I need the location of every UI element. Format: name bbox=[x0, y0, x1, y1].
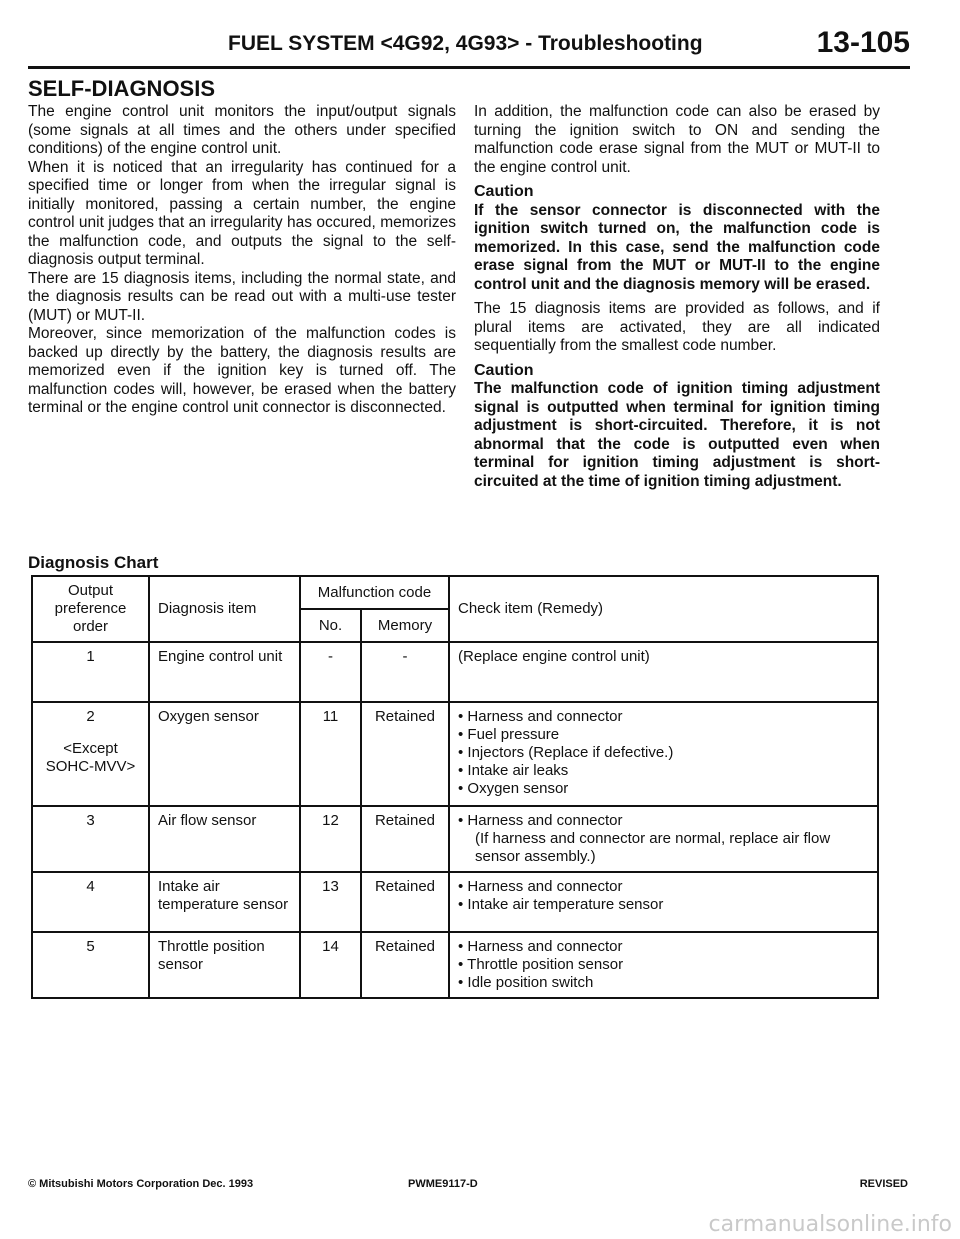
page-number: 13-105 bbox=[816, 26, 910, 59]
diagnosis-table bbox=[31, 575, 879, 999]
check-list bbox=[458, 708, 869, 798]
paragraph-erase: In addition, the malfunction code can also be erased by turning the ignition switch to ON and sending the malfunction code erase signal from the MUT or MUT-II to the engine control unit. bbox=[474, 103, 880, 176]
check-item: • Harness and connector bbox=[458, 878, 869, 896]
check-item: • Injectors (Replace if defective.) bbox=[458, 744, 869, 762]
code-no: 13 bbox=[300, 872, 361, 932]
header-no: No. bbox=[300, 609, 361, 642]
remedy-text: (Replace engine control unit) bbox=[458, 648, 650, 665]
header-check-item: Check item (Remedy) bbox=[449, 576, 878, 642]
left-column bbox=[28, 103, 456, 418]
code-memory: Retained bbox=[361, 702, 449, 806]
check-item: • Harness and connector bbox=[458, 708, 869, 726]
order-note: <Except SOHC-MVV> bbox=[45, 740, 136, 775]
check-cell bbox=[449, 642, 878, 702]
footer-copyright: © Mitsubishi Motors Corporation Dec. 1993 bbox=[28, 1178, 254, 1190]
check-item: • Harness and connector bbox=[458, 812, 869, 830]
table-body bbox=[32, 642, 878, 998]
check-item: • Fuel pressure bbox=[458, 726, 869, 744]
check-note: (If harness and connector are normal, replace air flow sensor assembly.) bbox=[475, 830, 831, 865]
check-item: • Intake air leaks bbox=[458, 762, 869, 780]
code-memory: Retained bbox=[361, 932, 449, 998]
watermark: carmanualsonline.info bbox=[708, 1212, 952, 1237]
paragraph-3: There are 15 diagnosis items, including the normal state, and the diagnosis results can be read out with a multi-use tester (MUT) or MUT-II. bbox=[28, 269, 456, 324]
check-list bbox=[458, 878, 869, 914]
output-order: 3 bbox=[86, 812, 95, 829]
output-order: 5 bbox=[86, 938, 95, 955]
output-order: 4 bbox=[86, 878, 95, 895]
check-item: • Throttle position sensor bbox=[458, 956, 869, 974]
header-output-order: Output preference order bbox=[32, 576, 149, 642]
caution-text: The malfunction code of ignition timing adjustment signal is outputted when terminal for ignition timing adjustment is short-circuited. Therefore, it is not abnormal that the code is outputted even when terminal for ignition timing adjustment is short-circuited at the time of ignition timing adjustment. bbox=[474, 380, 880, 490]
code-memory: Retained bbox=[361, 872, 449, 932]
diagnosis-item: Oxygen sensor bbox=[149, 702, 300, 806]
caution-label: Caution bbox=[474, 183, 534, 200]
code-memory: - bbox=[361, 642, 449, 702]
table-row bbox=[32, 642, 878, 702]
code-no: 11 bbox=[300, 702, 361, 806]
output-order: 2 bbox=[86, 708, 95, 725]
table-row bbox=[32, 702, 878, 806]
diagnosis-item: Engine control unit bbox=[149, 642, 300, 702]
paragraph-4: Moreover, since memorization of the malfunction codes is backed up directly by the battery, the diagnosis results are memorized even if the ignition key is turned off. The malfunction codes will, however, be erased when the battery terminal or the engine control unit connector is disconnected. bbox=[28, 325, 456, 416]
diagnosis-item: Intake air temperature sensor bbox=[149, 872, 300, 932]
table-row bbox=[32, 806, 878, 872]
right-column bbox=[474, 103, 880, 491]
check-item: • Idle position switch bbox=[458, 974, 869, 992]
section-title: SELF-DIAGNOSIS bbox=[28, 76, 216, 101]
table-row bbox=[32, 872, 878, 932]
paragraph-diagnosis-items: The 15 diagnosis items are provided as follows, and if plural items are activated, they are all indicated sequentially from the smallest code number. bbox=[474, 300, 880, 354]
paragraph-1: The engine control unit monitors the input/output signals (some signals at all times and the others under specified conditions) of the engine control unit. bbox=[28, 103, 456, 157]
header-memory: Memory bbox=[361, 609, 449, 642]
check-cell bbox=[449, 932, 878, 998]
table-header-row bbox=[32, 576, 878, 609]
code-no: - bbox=[300, 642, 361, 702]
caution-label: Caution bbox=[474, 361, 534, 379]
header-diagnosis-item: Diagnosis item bbox=[149, 576, 300, 642]
output-order: 1 bbox=[86, 648, 95, 665]
code-no: 14 bbox=[300, 932, 361, 998]
page-header bbox=[28, 26, 910, 69]
diagnosis-item: Throttle position sensor bbox=[149, 932, 300, 998]
check-item: • Intake air temperature sensor bbox=[458, 896, 869, 914]
check-item: • Harness and connector bbox=[458, 938, 869, 956]
check-cell bbox=[449, 702, 878, 806]
check-item: • Oxygen sensor bbox=[458, 780, 869, 798]
footer-doc-code: PWME9117-D bbox=[408, 1178, 478, 1190]
check-cell bbox=[449, 872, 878, 932]
code-memory: Retained bbox=[361, 806, 449, 872]
footer-revised: REVISED bbox=[859, 1178, 908, 1190]
paragraph-2: When it is noticed that an irregularity has continued for a specified time or longer from when the irregular signal is initially monitored, passing a certain number, the engine control unit judges that an irregularity has occured, memorizes the malfunction code, and outputs the signal to the self-diagnosis output terminal. bbox=[28, 158, 456, 268]
code-no: 12 bbox=[300, 806, 361, 872]
caution-text: If the sensor connector is disconnected with the ignition switch turned on, the malfunction code is memorized. In this case, send the malfunction code erase signal from the MUT or MUT-II to the engine control unit and the diagnosis memory will be erased. bbox=[474, 201, 880, 293]
table-row bbox=[32, 932, 878, 998]
chart-title: Diagnosis Chart bbox=[28, 553, 159, 572]
check-list bbox=[458, 938, 869, 992]
diagnosis-item: Air flow sensor bbox=[149, 806, 300, 872]
check-cell bbox=[449, 806, 878, 872]
page-title: FUEL SYSTEM <4G92, 4G93> - Troubleshooting bbox=[228, 32, 703, 55]
header-malfunction-code: Malfunction code bbox=[300, 576, 449, 609]
check-list bbox=[458, 812, 869, 830]
